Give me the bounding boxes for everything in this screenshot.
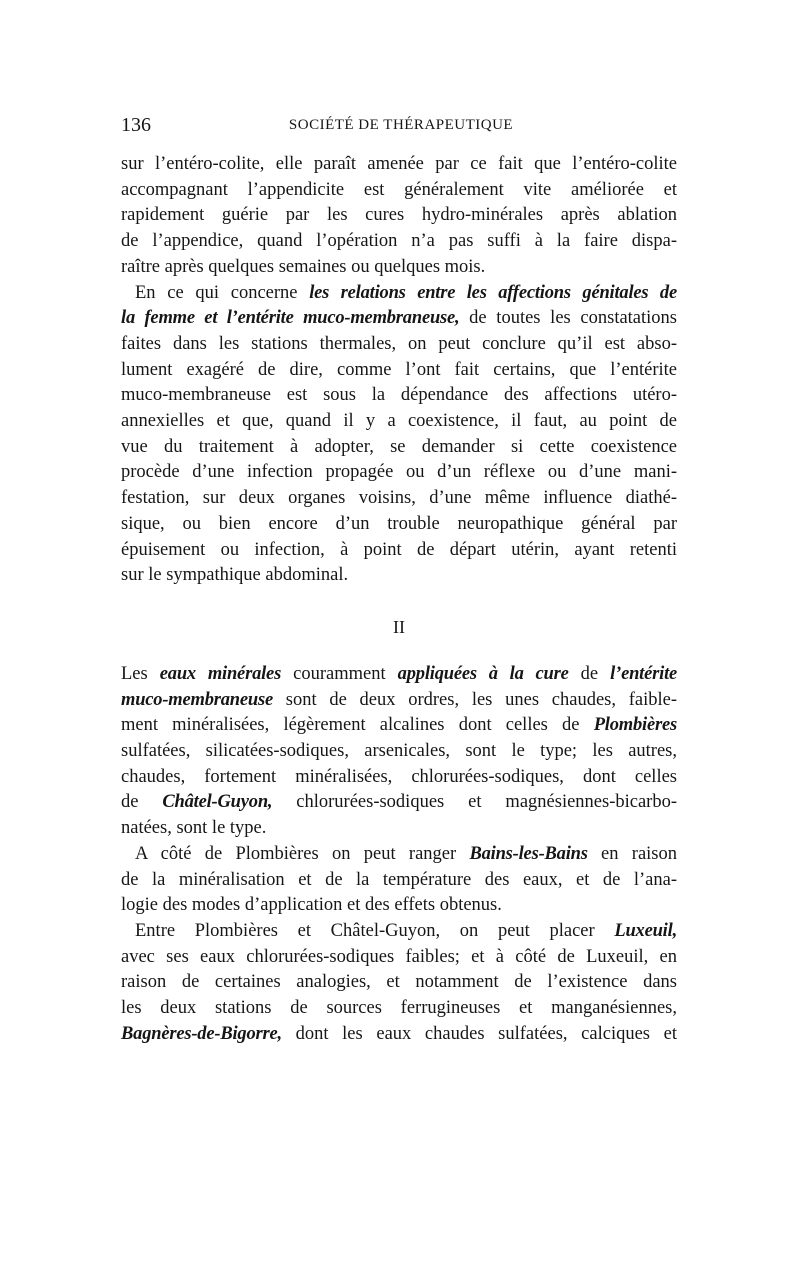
text-run: natées, sont le type. xyxy=(121,818,267,839)
text-run: vue du traitement à adopter, se demander si cette coexistence xyxy=(121,436,677,457)
text-line xyxy=(121,229,677,255)
text-line xyxy=(121,765,677,791)
text-run: sont de deux ordres, les unes chaudes, faible- xyxy=(273,689,677,710)
text-line xyxy=(121,688,677,714)
paragraph xyxy=(121,152,677,281)
paragraph xyxy=(121,281,677,589)
page-number: 136 xyxy=(121,114,151,136)
italic-text: l’entérite xyxy=(610,663,678,684)
text-line xyxy=(121,713,677,739)
italic-text: Châtel-Guyon, xyxy=(162,792,273,813)
text-line xyxy=(121,790,677,816)
italic-text: Bains-les-Bains xyxy=(469,843,588,864)
text-run: de xyxy=(568,663,611,684)
text-line xyxy=(121,996,677,1022)
text-line xyxy=(121,512,677,538)
text-run: annexielles et que, quand il y a coexistence, il faut, au point de xyxy=(121,411,677,432)
paragraph xyxy=(121,919,677,1048)
italic-text: la femme et l’entérite muco-membraneuse, xyxy=(121,308,460,329)
text-run: faites dans les stations thermales, on peut conclure qu’il est abso- xyxy=(121,333,677,354)
text-line xyxy=(121,203,677,229)
text-line xyxy=(121,383,677,409)
text-line xyxy=(121,842,677,868)
text-run: épuisement ou infection, à point de départ utérin, ayant retenti xyxy=(121,539,677,560)
text-run: En ce qui concerne xyxy=(135,282,310,303)
text-line xyxy=(121,538,677,564)
text-line xyxy=(121,358,677,384)
text-line xyxy=(121,945,677,971)
text-run: accompagnant l’appendicite est généralement vite améliorée et xyxy=(121,179,677,200)
text-line xyxy=(121,409,677,435)
text-line xyxy=(121,460,677,486)
text-run: lument exagéré de dire, comme l’ont fait certains, que l’entérite xyxy=(121,359,677,380)
text-run: couramment xyxy=(281,663,398,684)
text-line xyxy=(121,563,677,589)
text-run: Les xyxy=(121,663,160,684)
text-run: sique, ou bien encore d’un trouble neuropathique général par xyxy=(121,513,677,534)
italic-text: Luxeuil, xyxy=(614,920,677,941)
text-line xyxy=(121,435,677,461)
body-text xyxy=(121,152,677,1048)
text-line xyxy=(121,816,677,842)
italic-text: muco-membraneuse xyxy=(121,689,273,710)
text-run: de la minéralisation et de la température des eaux, et de l’ana- xyxy=(121,869,677,890)
text-run: en raison xyxy=(587,843,677,864)
page-header xyxy=(121,114,681,138)
text-run: chlorurées-sodiques et magnésiennes-bicarbo- xyxy=(272,792,677,813)
italic-text: appliquées à la cure xyxy=(397,663,569,684)
text-run: chaudes, fortement minéralisées, chlorurées-sodiques, dont celles xyxy=(121,766,677,787)
text-run: de xyxy=(121,792,163,813)
text-line xyxy=(121,281,677,307)
text-run: de l’appendice, quand l’opération n’a pas suffi à la faire dispa- xyxy=(121,231,677,252)
text-run: A côté de Plombières on peut ranger xyxy=(135,843,470,864)
italic-text: Plombières xyxy=(593,715,677,736)
text-run: de toutes les constatations xyxy=(459,308,677,329)
text-run: sulfatées, silicatées-sodiques, arsenicales, sont le type; les autres, xyxy=(121,741,677,762)
text-line xyxy=(121,739,677,765)
paragraph xyxy=(121,662,677,842)
text-run: raître après quelques semaines ou quelques mois. xyxy=(121,256,486,277)
text-line xyxy=(121,152,677,178)
text-run: dont les eaux chaudes sulfatées, calciques et xyxy=(281,1023,677,1044)
text-run: avec ses eaux chlorurées-sodiques faibles; et à côté de Luxeuil, en xyxy=(121,946,677,967)
text-run: rapidement guérie par les cures hydro-minérales après ablation xyxy=(121,205,677,226)
text-run: ment minéralisées, légèrement alcalines dont celles de xyxy=(121,715,594,736)
italic-text: eaux minérales xyxy=(159,663,282,684)
text-run: festation, sur deux organes voisins, d’une même influence diathé- xyxy=(121,488,677,509)
text-line xyxy=(121,662,677,688)
text-run: Entre Plombières et Châtel-Guyon, on peut placer xyxy=(135,920,615,941)
text-run: logie des modes d’application et des effets obtenus. xyxy=(121,895,502,916)
text-run: sur le sympathique abdominal. xyxy=(121,565,349,586)
paragraph xyxy=(121,842,677,919)
text-line xyxy=(121,332,677,358)
text-run: sur l’entéro-colite, elle paraît amenée par ce fait que l’entéro-colite xyxy=(121,154,677,174)
text-line xyxy=(121,970,677,996)
section-heading: II xyxy=(393,616,405,637)
text-run: procède d’une infection propagée ou d’un réflexe ou d’une mani- xyxy=(121,462,677,483)
text-line xyxy=(121,919,677,945)
running-title: SOCIÉTÉ DE THÉRAPEUTIQUE xyxy=(288,117,514,133)
text-line xyxy=(121,178,677,204)
text-line xyxy=(121,868,677,894)
text-run: raison de certaines analogies, et notamment de l’existence dans xyxy=(121,972,677,993)
text-line xyxy=(121,1022,677,1048)
italic-text: les relations entre les affections génitales de xyxy=(309,282,677,303)
text-line xyxy=(121,306,677,332)
text-line xyxy=(121,893,677,919)
text-run: les deux stations de sources ferrugineuses et manganésiennes, xyxy=(121,998,677,1019)
text-line xyxy=(121,255,677,281)
text-line xyxy=(121,486,677,512)
italic-text: Bagnères-de-Bigorre, xyxy=(121,1023,282,1044)
text-run: muco-membraneuse est sous la dépendance des affections utéro- xyxy=(121,385,677,406)
